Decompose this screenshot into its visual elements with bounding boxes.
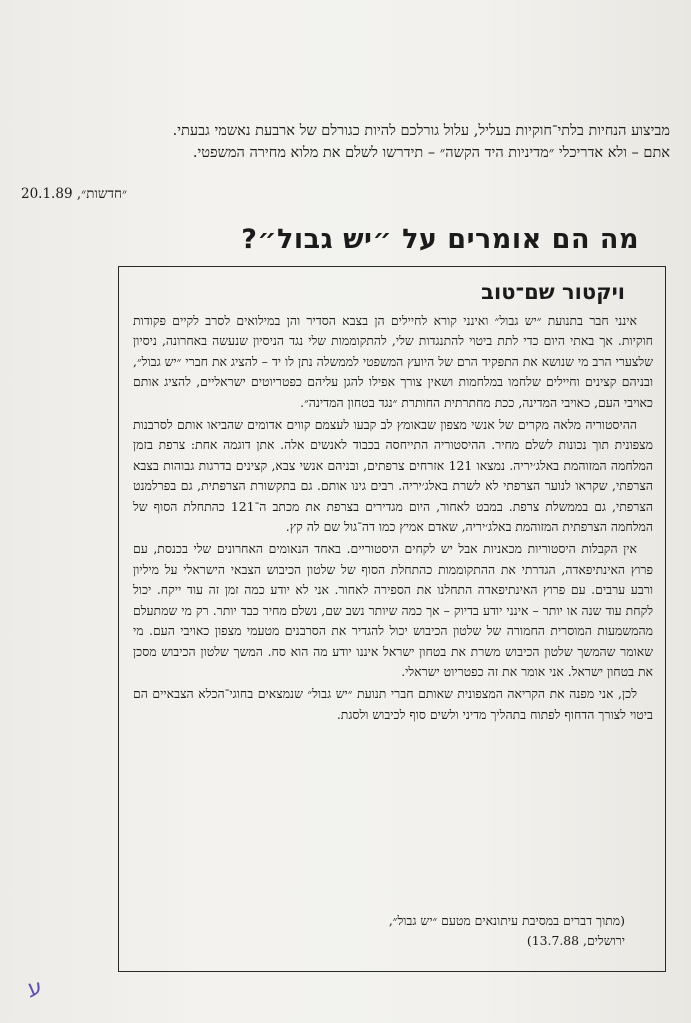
- article-author: ויקטור שם־טוב: [481, 280, 625, 304]
- intro-paragraph: [150, 120, 670, 164]
- intro-text: מביצוע הנחיות בלתי־חוקיות בעליל, עלול גורלכם להיות כגורלם של ארבעת נאשמי גבעתי. אתם – ולא אדריכלי ״מדיניות היד הקשה״ – תידרשו לשלם את מלוא מחירה המשפטי.: [172, 123, 670, 161]
- article-paragraph: ההיסטוריה מלאה מקרים של אנשי מצפון שבאומץ לב קבעו לעצמם קווים אדומים שהביאו אותם לסרבנות מצפונית תוך נכונות לשלם מחיר. ההיסטוריה התייחסה בכבוד לאנשים אלה. אתן דוגמה אחת: צרפת בזמן המלחמה המזוהמת באלג׳יריה. נמצאו 121 אזרחים צרפתים, ובניהם אנשי צבא, קצינים בדרגות גבוהות בצבא הצרפתי, שקראו לנוער הצרפתי לא לשרת באלג׳יריה. רבים גינו אותם. גם בתקשורת הצרפתית, גם בפרלמנט הצרפתי, גם בממשלת צרפת. במבט לאחור, היום מגדירים בצרפת את מכתב ה־121 כהתחלת הסוף של המלחמה הצרפתית המזוהמת באלג׳יריה, שאדם אמיץ כמו דה־גול שם לה קץ.: [133, 417, 654, 535]
- intro-source: ״חדשות״, 20.1.89: [21, 186, 128, 202]
- handwritten-mark: ע: [26, 975, 44, 1002]
- citation-line: (מתוך דברים במסיבת עיתונאים מטעם ״יש גבול״,: [388, 913, 625, 928]
- article-paragraph: אינני חבר בתנועת ״יש גבול״ ואינני קורא לחיילים הן בצבא הסדיר והן במילואים לסרב לקיים פקודות חוקיות. אך באתי היום כדי לתת ביטוי להתנגדות שלי, להתקוממות שלי נגד הניסיון שנעשה באחרונה, ניסיון שלצערי הרב מי שנושא את התפקיד הרם של היועץ המשפטי לממשלה נתן לו יד – להציג את חברי ״יש גבול״, ובניהם קצינים וחיילים שלחמו במלחמות ושאין צורך אפילו להגן עליהם כפטריוטים ישראליים, להציג אותם כאויבי העם, כאויבי המדינה, ככת מחתרתית החותרת ״נגד בטחון המדינה״.: [133, 313, 653, 410]
- article-citation: [205, 911, 625, 952]
- page-title: מה הם אומרים על ״יש גבול״?: [241, 224, 639, 255]
- article-paragraph: אין הקבלות היסטוריות מכאניות אבל יש לקחים היסטוריים. באחד הנאומים האחרונים שלי בכנסת, עם פרוץ האינתיפאדה, הגדרתי את ההתקוממות כהתחלת הסוף של שלטון הכיבוש הצבאי הישראלי על מיליון ורבע ערבים. עם פרוץ האינתיפאדה התחלנו את הספירה לאחור. אני לא יודע כמה זמן זה עוד ייקח. יכול לקחת עוד שנה או יותר – אינני יודע בדיוק – אך כמה שיותר נשב שם, נשלם מחיר כבד יותר. רק מי שמתעלם מהמשמעות המוסרית החמורה של שלטון הכיבוש יכול להגדיר את הסרבנים מטעמי מצפון כאויבי העם. מי שאומר שהמשך שלטון הכיבוש משרת את בטחון ישראל איננו יודע מה הוא סח. המשך שלטון הכיבוש מסכן את בטחון ישראל. אני אומר את זה כפטריוט ישראלי.: [133, 541, 653, 679]
- article-body: [133, 311, 653, 727]
- quote-box: [118, 266, 666, 972]
- article-paragraph: לכן, אני מפנה את הקריאה המצפונית שאותם חברי תנועת ״יש גבול״ שנמצאים בחוגי־הכלא הצבאיים הם ביטוי לצורך הדחוף לפתוח בתהליך מדיני ולשים סוף לכיבוש ולסגת.: [133, 686, 653, 722]
- citation-line: ירושלים, 13.7.88): [526, 933, 625, 949]
